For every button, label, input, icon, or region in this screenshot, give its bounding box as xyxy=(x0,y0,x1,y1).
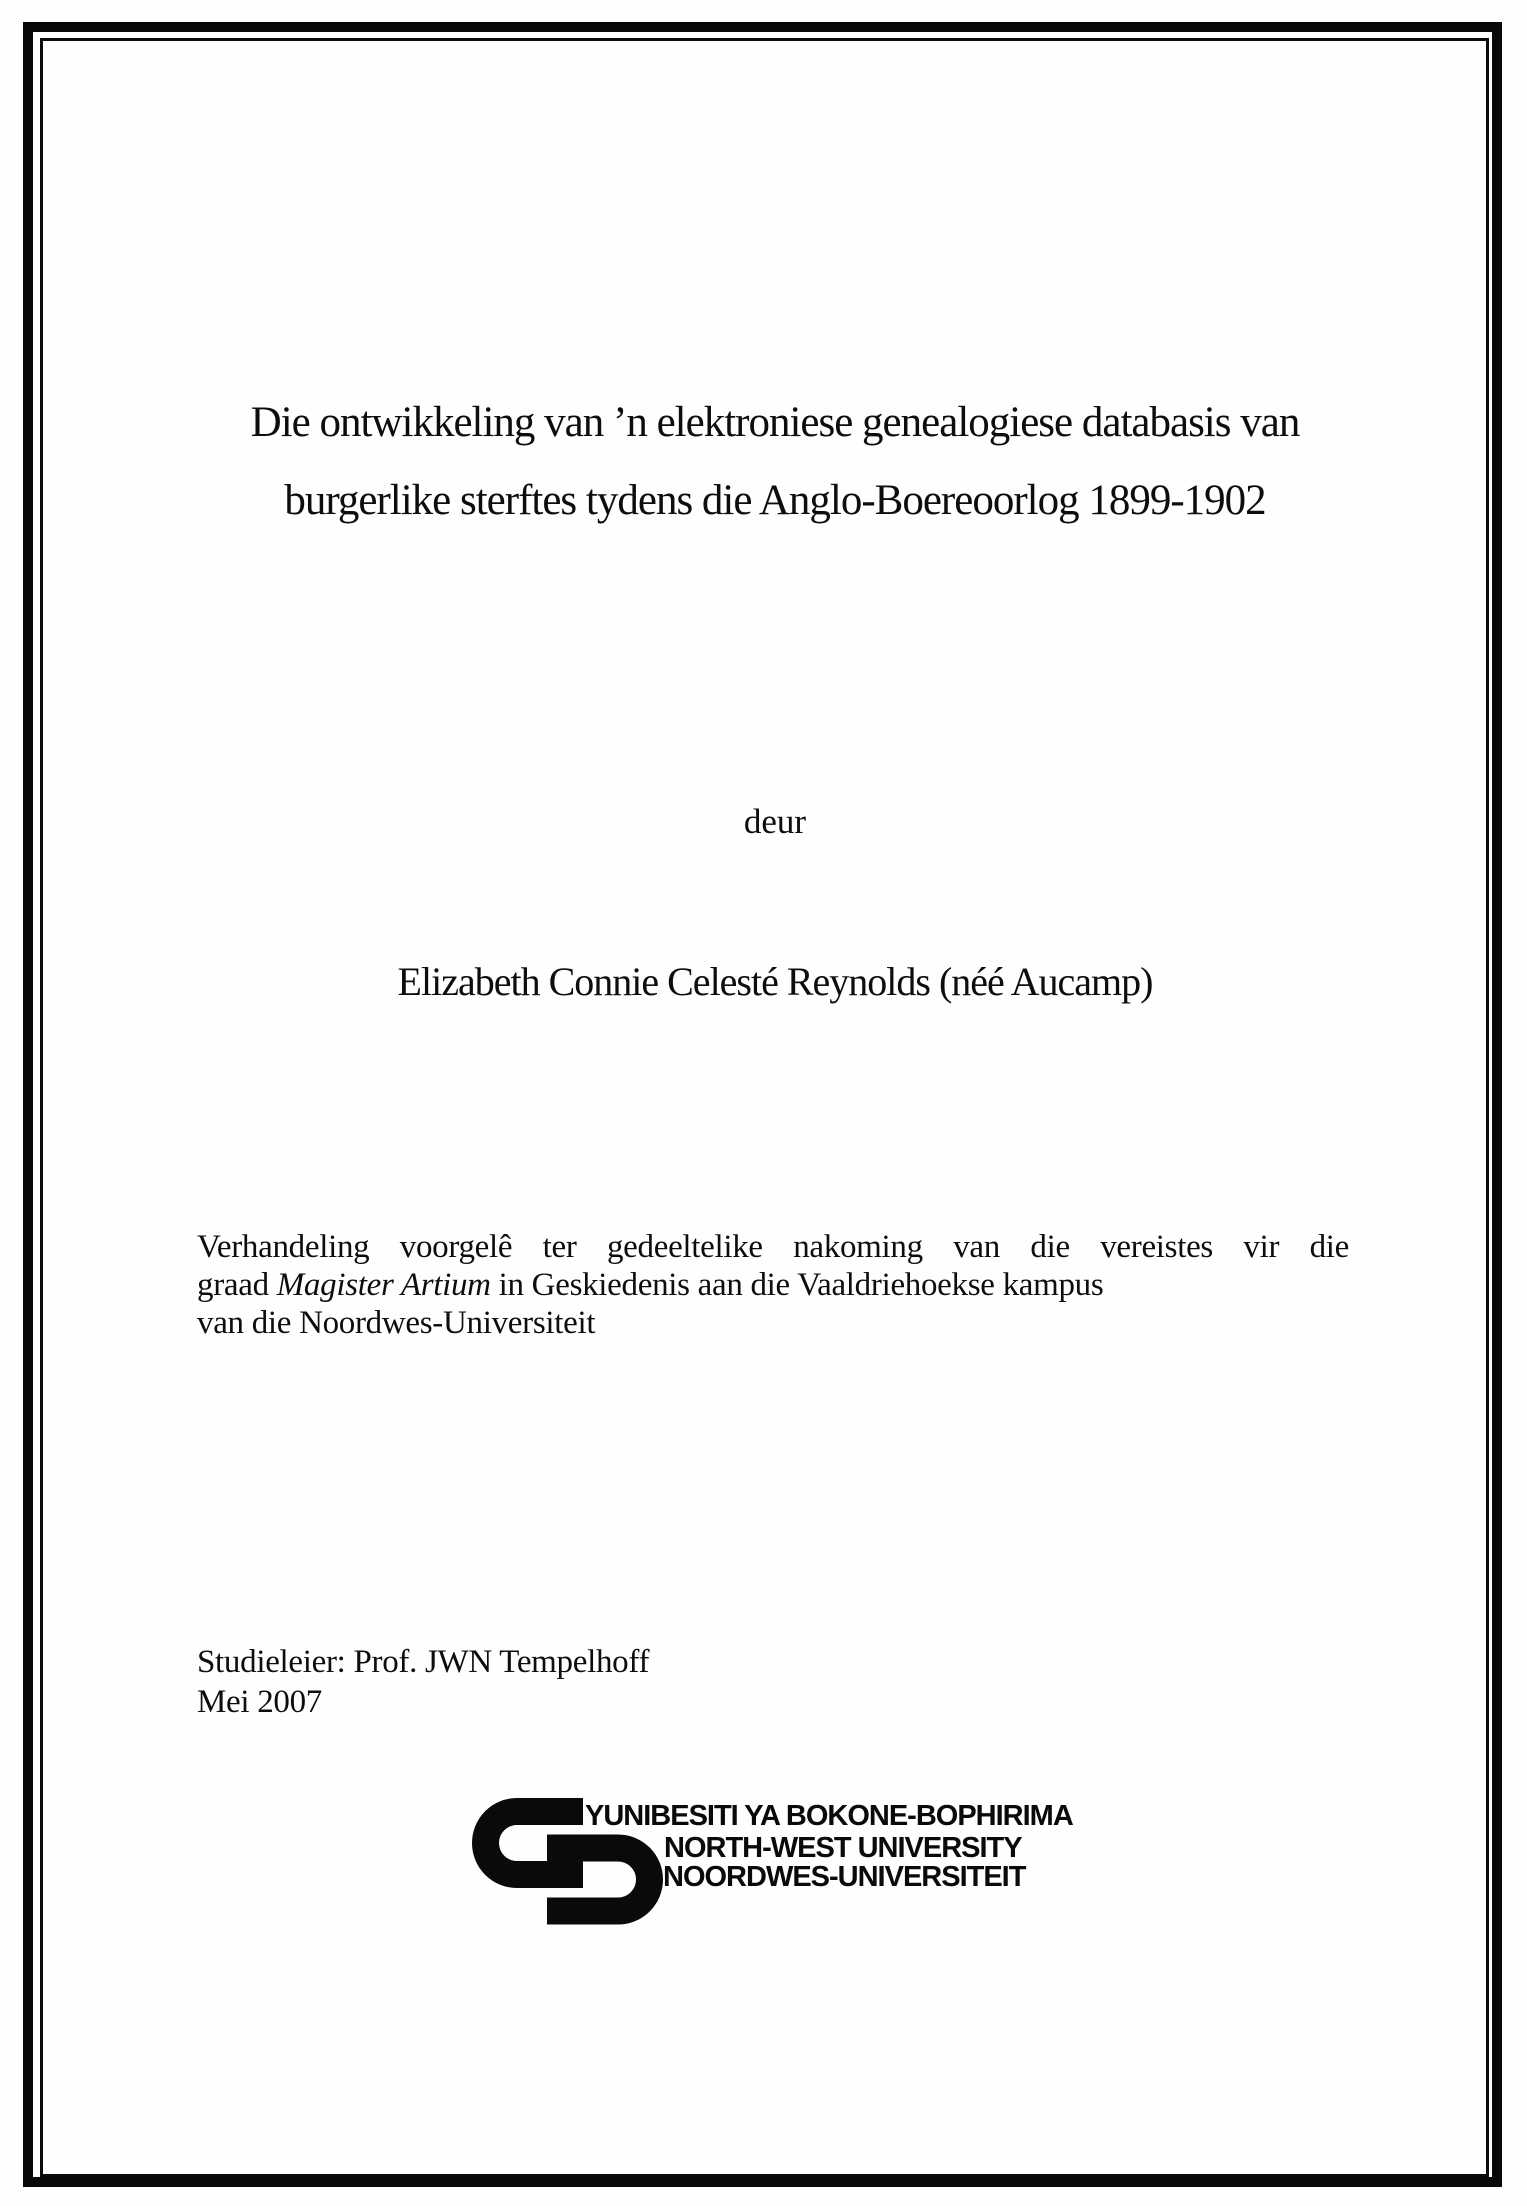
thesis-statement-line2 xyxy=(197,1266,1349,1304)
date-line: Mei 2007 xyxy=(197,1684,323,1720)
degree-name-italic: Magister Artium xyxy=(276,1267,491,1303)
thesis-statement-line1: Verhandeling voorgelê ter gedeeltelike nakoming van die vereistes vir die xyxy=(197,1229,1349,1265)
logo-text-line2: NORTH-WEST UNIVERSITY xyxy=(664,1832,1022,1864)
thesis-statement-line3: van die Noordwes-Universiteit xyxy=(197,1305,596,1341)
thesis-title-line1: Die ontwikkeling van ’n elektroniese genealogiese databasis van xyxy=(250,399,1300,446)
logo-text-line3: NOORDWES-UNIVERSITEIT xyxy=(663,1861,1026,1893)
supervisor-line: Studieleier: Prof. JWN Tempelhoff xyxy=(197,1644,650,1680)
thesis-statement-line2-prefix: graad xyxy=(197,1267,277,1303)
byline-label: deur xyxy=(743,802,807,841)
thesis-statement-line2-suffix: in Geskiedenis aan die Vaaldriehoekse kampus xyxy=(490,1267,1104,1303)
thesis-title-line2: burgerlike sterftes tydens die Anglo-Boereoorlog 1899-1902 xyxy=(284,477,1266,524)
logo-text-line1: YUNIBESITI YA BOKONE-BOPHIRIMA xyxy=(585,1800,1073,1832)
author-name: Elizabeth Connie Celesté Reynolds (néé Aucamp) xyxy=(397,959,1153,1004)
thesis-statement xyxy=(197,1228,1349,1342)
